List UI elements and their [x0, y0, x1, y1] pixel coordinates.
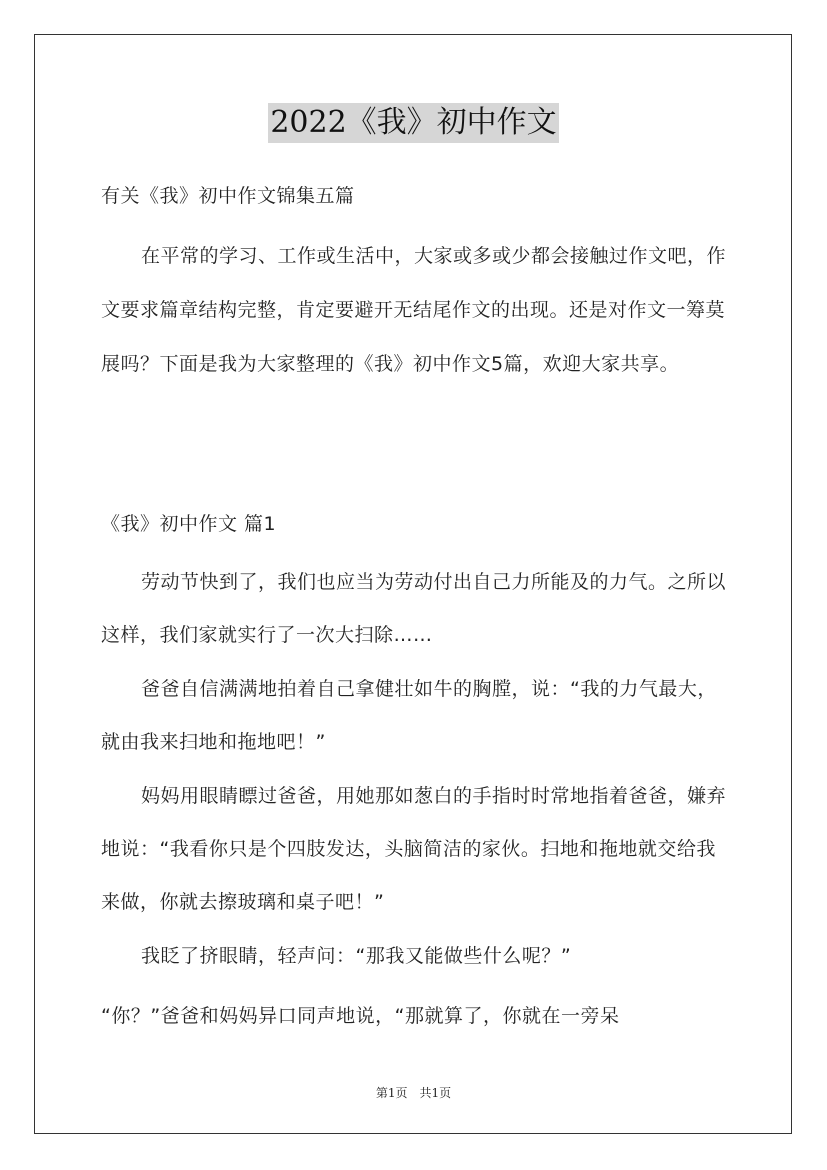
body-paragraph: 劳动节快到了，我们也应当为劳动付出自己力所能及的力气。之所以这样，我们家就实行了一次大扫除…… [101, 571, 727, 646]
body-paragraph: 我眨了挤眼睛，轻声问：“那我又能做些什么呢？” [141, 945, 572, 967]
document-title: 2022《我》初中作文 [268, 103, 558, 143]
intro-paragraph: 在平常的学习、工作或生活中，大家或多或少都会接触过作文吧，作文要求篇章结构完整，肯定要避开无结尾作文的出现。还是对作文一筹莫展吗？下面是我为大家整理的《我》初中作文5篇，欢迎大家共享。 [101, 245, 727, 375]
body-paragraph: “你？”爸爸和妈妈异口同声地说，“那就算了，你就在一旁呆 [101, 1005, 620, 1027]
title-container [0, 103, 827, 143]
body-paragraph: 妈妈用眼睛瞟过爸爸，用她那如葱白的手指时时常地指着爸爸，嫌弃地说：“我看你只是个四肢发达，头脑简洁的家伙。扫地和拖地就交给我来做，你就去擦玻璃和桌子吧！” [101, 785, 727, 913]
document-subtitle: 有关《我》初中作文锦集五篇 [101, 185, 355, 207]
body-paragraph: 爸爸自信满满地拍着自己拿健壮如牛的胸膛，说：“我的力气最大，就由我来扫地和拖地吧！” [101, 678, 717, 753]
section-heading: 《我》初中作文 篇1 [101, 513, 277, 535]
page-footer: 第1页 共1页 [375, 1086, 452, 1100]
